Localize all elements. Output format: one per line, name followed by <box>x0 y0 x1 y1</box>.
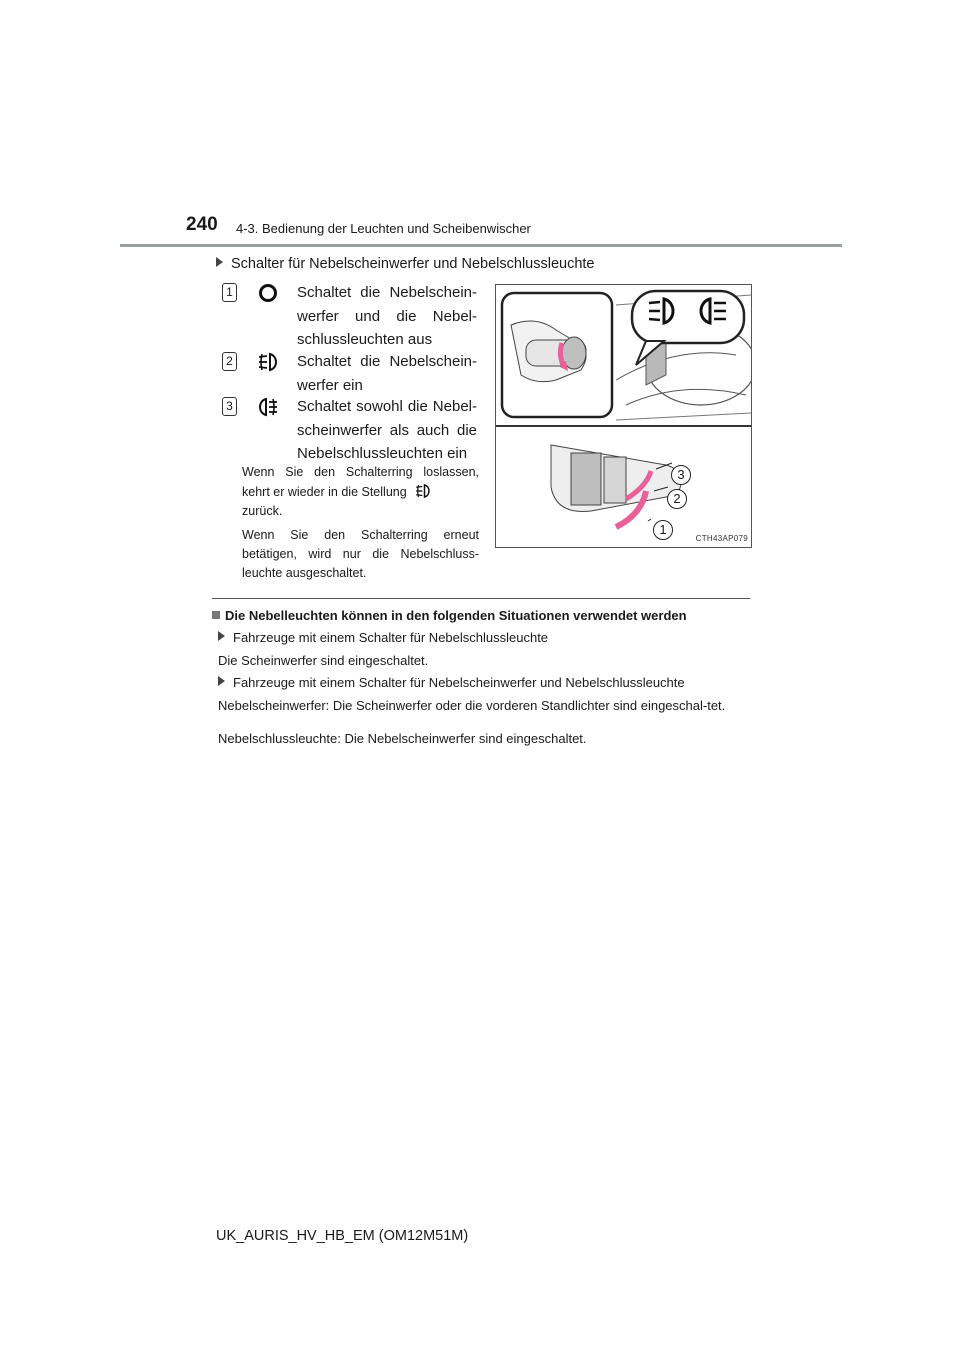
document-code: UK_AURIS_HV_HB_EM (OM12M51M) <box>216 1228 469 1244</box>
item-number-2: 2 <box>222 352 237 371</box>
rear-fog-light-icon <box>256 395 280 419</box>
condition-1-text: Die Scheinwerfer sind eingeschaltet. <box>218 653 429 668</box>
conditions-rule <box>212 598 750 599</box>
condition-2-text-1: Nebelscheinwerfer: Die Scheinwerfer oder die vorderen Standlichter sind eingeschal-tet. <box>218 698 726 713</box>
callout-2: 2 <box>667 489 687 509</box>
item-number-3: 3 <box>222 397 237 416</box>
condition-1-bullet: Fahrzeuge mit einem Schalter für Nebelschlussleuchte <box>218 630 548 646</box>
note-release: Wenn Sie den Schalterring loslassen, kehrt er wieder in die Stellung zurück. <box>242 465 479 518</box>
conditions-heading: Die Nebelleuchten können in den folgenden Situationen verwendet werden <box>212 608 687 623</box>
subheading: Schalter für Nebelscheinwerfer und Nebelschlussleuchte <box>216 256 595 272</box>
item-text-3: Schaltet sowohl die Nebel-scheinwerfer als auch die Nebelschlussleuchten ein <box>297 398 477 462</box>
figure-code: CTH43AP079 <box>695 534 748 543</box>
triangle-bullet-icon <box>216 257 223 267</box>
item-text-1: Schaltet die Nebelschein-werfer und die Nebel-schlussleuchten aus <box>297 284 477 348</box>
page-number: 240 <box>186 214 218 235</box>
square-bullet-icon <box>212 611 220 619</box>
triangle-bullet-icon <box>218 631 225 641</box>
condition-2-text-2: Nebelschlussleuchte: Die Nebelscheinwerfer sind eingeschaltet. <box>218 731 587 746</box>
triangle-bullet-icon <box>218 676 225 686</box>
callout-3: 3 <box>671 465 691 485</box>
header-rule <box>120 244 842 247</box>
figure-fog-switch <box>495 284 752 548</box>
section-title: 4-3. Bedienung der Leuchten und Scheibenwischer <box>236 221 531 236</box>
steering-column-illustration <box>496 285 751 425</box>
item-text-2: Schaltet die Nebelschein-werfer ein <box>297 353 477 394</box>
callout-1: 1 <box>653 520 673 540</box>
stalk-detail-illustration <box>496 427 751 547</box>
front-fog-light-icon <box>256 350 280 374</box>
fog-lights-off-icon <box>256 281 280 305</box>
note-again: Wenn Sie den Schalterring erneut betätigen, wird nur die Nebelschluss-leuchte ausgeschaltet. <box>242 528 479 580</box>
front-fog-light-icon <box>414 482 432 500</box>
condition-2-bullet: Fahrzeuge mit einem Schalter für Nebelscheinwerfer und Nebelschlussleuchte <box>218 675 685 691</box>
item-number-1: 1 <box>222 283 237 302</box>
